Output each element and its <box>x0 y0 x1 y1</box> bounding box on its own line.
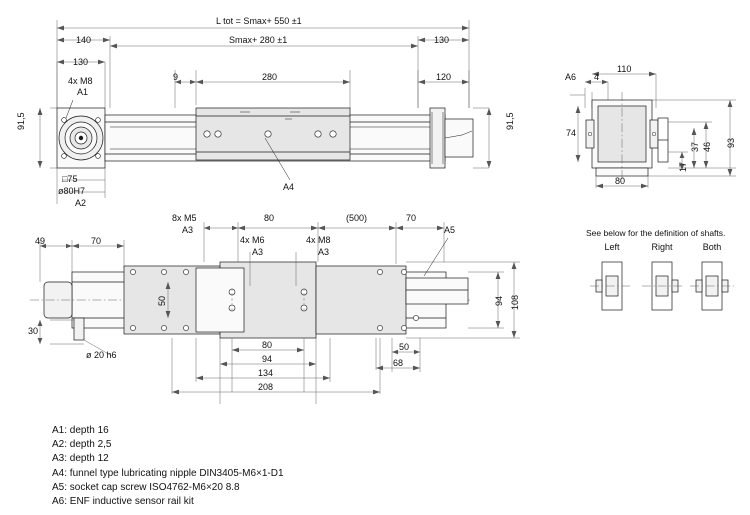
shaft-option-both: Both <box>702 242 722 252</box>
dim-37: 37 <box>690 141 700 152</box>
dim-height-left: 91,5 <box>16 112 26 130</box>
shaft-option-right: Right <box>651 242 673 252</box>
legend-item-a2: A2: depth 2,5 <box>52 439 112 451</box>
dim-shaft-20h6: ø 20 h6 <box>86 350 117 360</box>
legend-item-a3: A3: depth 12 <box>52 453 109 465</box>
dim-120: 120 <box>436 72 452 82</box>
callout-a6: A6 <box>565 72 577 82</box>
dim-70-left: 70 <box>91 236 102 246</box>
dim-280: 280 <box>262 72 278 82</box>
shaft-option-left: Left <box>604 242 620 252</box>
dim-500: (500) <box>346 213 368 223</box>
dim-94-vertical: 94 <box>494 295 504 306</box>
dim-30: 30 <box>28 326 39 336</box>
dim-130-right: 130 <box>434 35 450 45</box>
callout-4x-m8: 4x M8 <box>68 76 93 86</box>
dim-80-side: 80 <box>615 176 626 186</box>
holes-8x-m5: 8x M5 <box>172 213 197 223</box>
dim-134: 134 <box>258 368 274 378</box>
dim-140: 140 <box>76 35 92 45</box>
dim-80-top-bottomview: 80 <box>264 213 275 223</box>
callout-a2: A2 <box>75 198 87 208</box>
legend-block <box>52 424 284 509</box>
dim-bore-80h7: ø80H7 <box>58 186 86 196</box>
dim-74: 74 <box>566 128 577 138</box>
holes-4x-m6: 4x M6 <box>240 235 265 245</box>
dim-110: 110 <box>617 64 632 74</box>
dim-46: 46 <box>702 141 712 152</box>
dim-9: 9 <box>173 72 179 82</box>
legend-item-a6: A6: ENF inductive sensor rail kit <box>52 496 194 508</box>
dim-208: 208 <box>258 382 274 392</box>
dim-overall-length: L tot = Smax+ 550 ±1 <box>216 16 302 26</box>
legend-item-a4: A4: funnel type lubricating nipple DIN3405-M6×1-D1 <box>52 467 284 479</box>
dim-height-right: 91,5 <box>505 112 515 130</box>
dim-square-75: □75 <box>62 174 78 184</box>
callout-a4: A4 <box>283 182 295 192</box>
callout-a3-right: A3 <box>318 247 330 257</box>
holes-4x-m8: 4x M8 <box>306 235 331 245</box>
dim-94: 94 <box>262 354 273 364</box>
legend-item-a5: A5: socket cap screw ISO4762-M6×20 8.8 <box>52 481 240 493</box>
callout-a3-mid: A3 <box>252 247 264 257</box>
dim-93: 93 <box>726 137 736 148</box>
dim-70-right: 70 <box>406 213 417 223</box>
dim-68: 68 <box>393 358 404 368</box>
dim-a6-offset: 4 <box>594 72 600 82</box>
dim-50-vertical: 50 <box>157 295 167 306</box>
callout-a1: A1 <box>77 87 89 97</box>
legend-item-a1: A1: depth 16 <box>52 425 109 436</box>
dim-50-right: 50 <box>399 342 410 352</box>
dim-smax-280: Smax+ 280 ±1 <box>229 35 288 45</box>
dim-108-vertical: 108 <box>510 294 520 310</box>
callout-a3-left: A3 <box>182 225 194 235</box>
dim-49: 49 <box>35 236 46 246</box>
shaft-definition-note: See below for the definition of shafts. <box>586 228 726 238</box>
dim-80-bottom: 80 <box>262 340 273 350</box>
dim-130-left: 130 <box>73 57 89 67</box>
callout-a5: A5 <box>444 225 456 235</box>
dim-17: 17 <box>678 161 688 172</box>
